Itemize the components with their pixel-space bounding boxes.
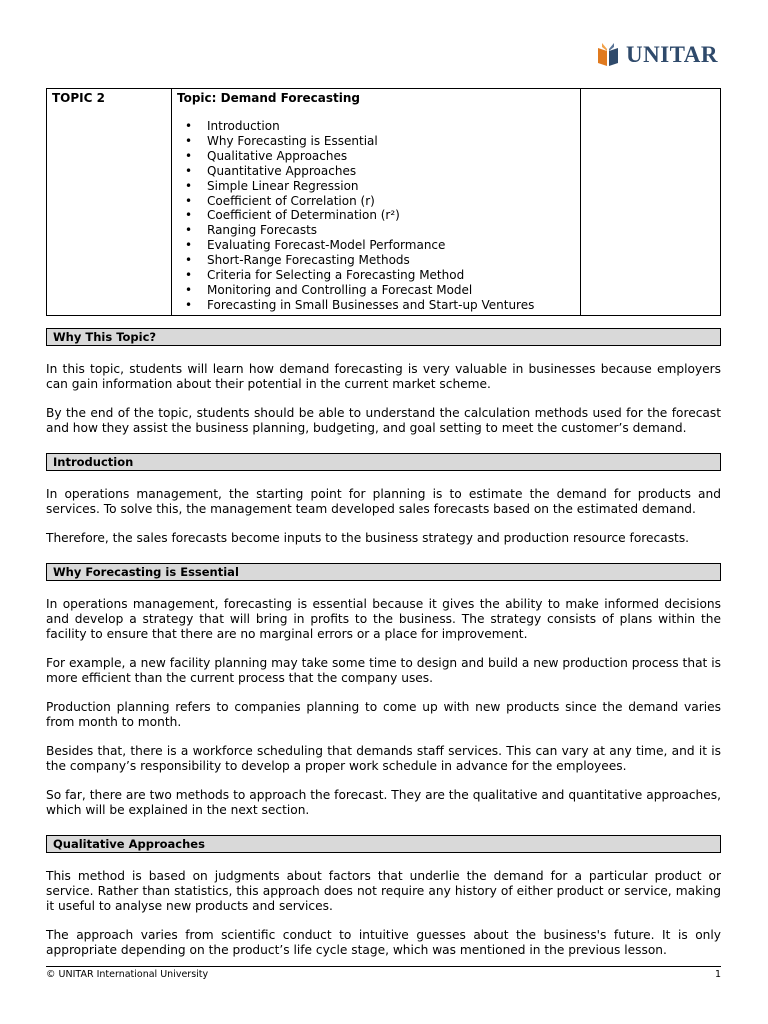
topic-list-item: • Why Forecasting is Essential bbox=[207, 134, 575, 149]
topic-list-item: • Evaluating Forecast-Model Performance bbox=[207, 238, 575, 253]
paragraph: In operations management, forecasting is essential because it gives the ability to make informed decisions and develop a strategy that will bring in profits to the business. The strategy consists of plans within the facility to ensure that there are no marginal errors or a place for improvement. bbox=[46, 597, 721, 641]
topic-list bbox=[177, 119, 575, 313]
section-heading-introduction: Introduction bbox=[46, 453, 721, 471]
paragraph: The approach varies from scientific conduct to intuitive guesses about the business's future. It is only appropriate depending on the product’s life cycle stage, which was mentioned in the previous lesson. bbox=[46, 928, 721, 957]
paragraph: Therefore, the sales forecasts become inputs to the business strategy and production resource forecasts. bbox=[46, 531, 690, 545]
logo-text: UNITAR bbox=[625, 42, 718, 67]
topic-notes bbox=[581, 89, 721, 316]
topic-list-item: • Ranging Forecasts bbox=[207, 223, 575, 238]
unitar-logo bbox=[596, 41, 718, 69]
footer-divider bbox=[46, 966, 721, 967]
topic-list-item: • Forecasting in Small Businesses and Start-up Ventures bbox=[207, 298, 575, 313]
document-body bbox=[46, 328, 721, 972]
paragraph: For example, a new facility planning may take some time to design and build a new production process that is more efficient than the current process that the company uses. bbox=[46, 656, 721, 685]
book-logo-icon bbox=[596, 42, 620, 68]
paragraph: Production planning refers to companies planning to come up with new products since the demand varies from month to month. bbox=[46, 700, 721, 729]
topic-list-item: • Quantitative Approaches bbox=[207, 164, 575, 179]
topic-list-item: • Short-Range Forecasting Methods bbox=[207, 253, 575, 268]
section-heading-why-this-topic: Why This Topic? bbox=[46, 328, 721, 346]
paragraph: In this topic, students will learn how demand forecasting is very valuable in businesses because employers can gain information about their potential in the current market scheme. bbox=[46, 362, 721, 391]
paragraph: Besides that, there is a workforce scheduling that demands staff services. This can vary at any time, and it is the company’s responsibility to develop a proper work schedule in advance for the employees. bbox=[46, 744, 721, 773]
paragraph: So far, there are two methods to approach the forecast. They are the qualitative and quantitative approaches, which will be explained in the next section. bbox=[46, 788, 721, 817]
topic-title: Topic: Demand Forecasting bbox=[177, 91, 360, 105]
topic-list-item: • Simple Linear Regression bbox=[207, 179, 575, 194]
topic-table bbox=[46, 88, 721, 316]
section-heading-why-forecasting: Why Forecasting is Essential bbox=[46, 563, 721, 581]
topic-cell bbox=[172, 89, 581, 316]
topic-list-item: • Monitoring and Controlling a Forecast Model bbox=[207, 283, 575, 298]
topic-list-item: • Criteria for Selecting a Forecasting Method bbox=[207, 268, 575, 283]
section-heading-qualitative-approaches: Qualitative Approaches bbox=[46, 835, 721, 853]
page-footer bbox=[46, 969, 721, 980]
topic-list-item: • Introduction bbox=[207, 119, 575, 134]
topic-list-item: • Qualitative Approaches bbox=[207, 149, 575, 164]
page-number: 1 bbox=[714, 969, 721, 980]
paragraph: This method is based on judgments about factors that underlie the demand for a particular product or service. Rather than statistics, this approach does not require any history of either product or service, making it useful to analyse new products and services. bbox=[46, 869, 721, 913]
topic-list-item: • Coefficient of Correlation (r) bbox=[207, 194, 575, 209]
footer-copyright: © UNITAR International University bbox=[46, 969, 209, 980]
paragraph: In operations management, the starting point for planning is to estimate the demand for products and services. To solve this, the management team developed sales forecasts based on the estimated demand. bbox=[46, 487, 721, 516]
paragraph: By the end of the topic, students should be able to understand the calculation methods used for the forecast and how they assist the business planning, budgeting, and goal setting to meet the customer’s demand. bbox=[46, 406, 721, 435]
topic-label: TOPIC 2 bbox=[47, 89, 172, 316]
topic-list-item: • Coefficient of Determination (r²) bbox=[207, 208, 575, 223]
